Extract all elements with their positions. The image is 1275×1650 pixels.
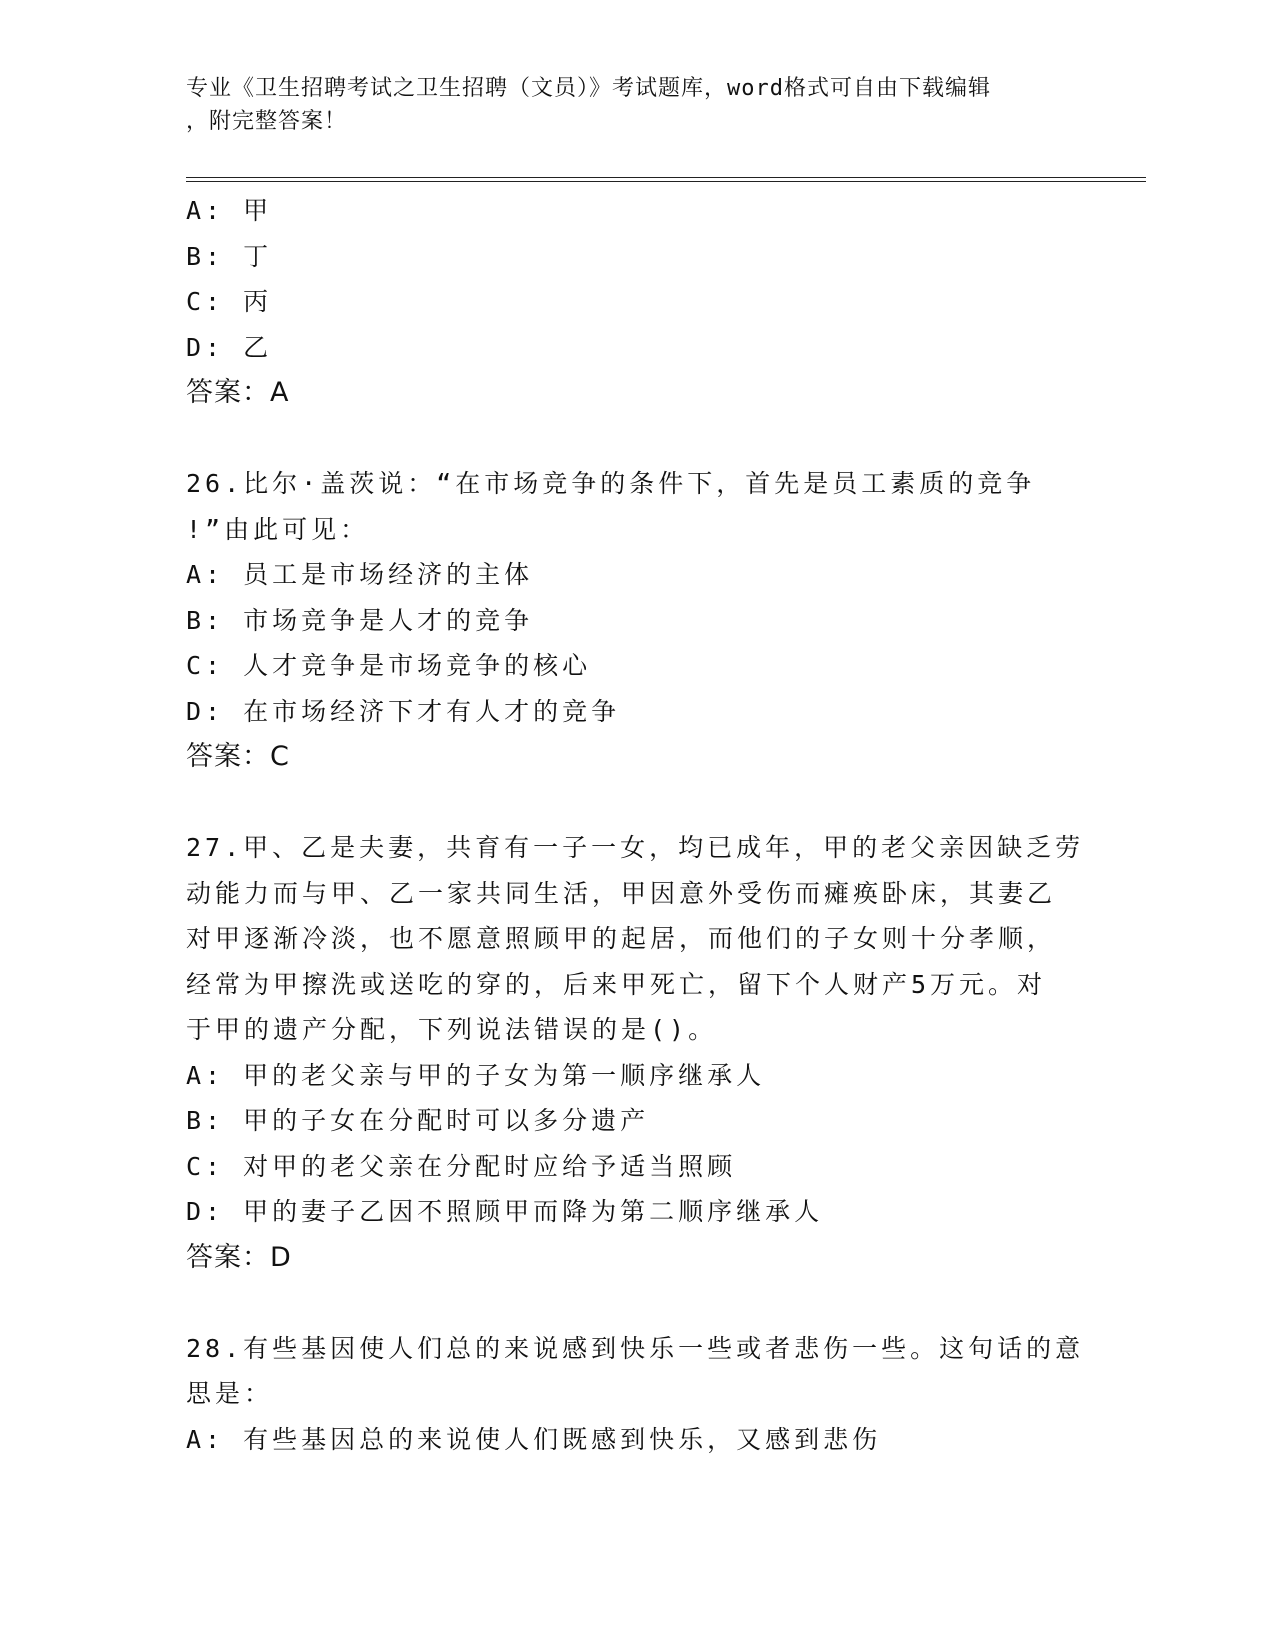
q27-stem-line-4: 经常为甲擦洗或送吃的穿的，后来甲死亡，留下个人财产5万元。对 — [186, 969, 1047, 999]
q27-option-d: D: 甲的妻子乙因不照顾甲而降为第二顺序继承人 — [186, 1197, 824, 1226]
document-header — [186, 72, 1066, 138]
q27-answer: 答案：D — [186, 1241, 292, 1273]
q25-answer: 答案：A — [186, 377, 290, 408]
q28-option-a: A: 有些基因总的来说使人们既感到快乐，又感到悲伤 — [186, 1424, 882, 1454]
q27-option-c: C: 对甲的老父亲在分配时应给予适当照顾 — [186, 1151, 737, 1181]
header-line-2: ，附完整答案！ — [186, 109, 348, 134]
q26-stem-line-1: 26.比尔·盖茨说：“在市场竞争的条件下，首先是员工素质的竞争 — [186, 469, 1036, 498]
q28-stem-line-1: 28.有些基因使人们总的来说感到快乐一些或者悲伤一些。这句话的意 — [186, 1333, 1085, 1363]
q27-stem-line-5: 于甲的遗产分配，下列说法错误的是()。 — [186, 1015, 718, 1044]
q27-option-a: A: 甲的老父亲与甲的子女为第一顺序继承人 — [186, 1060, 766, 1090]
q27-stem-line-3: 对甲逐渐冷淡，也不愿意照顾甲的起居，而他们的子女则十分孝顺， — [186, 924, 1057, 953]
question-content — [186, 188, 1086, 1462]
question-25-block — [186, 188, 1086, 416]
q26-stem-line-2: !”由此可见： — [186, 514, 370, 544]
question-26-block — [186, 461, 1086, 780]
q25-option-b: B: 丁 — [186, 241, 273, 271]
q26-answer: 答案：C — [186, 741, 290, 772]
spacer — [186, 1280, 1086, 1326]
spacer — [186, 780, 1086, 826]
q27-option-b: B: 甲的子女在分配时可以多分遗产 — [186, 1106, 650, 1135]
q25-option-a: A: 甲 — [186, 196, 273, 225]
question-27-block — [186, 825, 1086, 1280]
q25-option-c: C: 丙 — [186, 287, 273, 316]
spacer — [186, 416, 1086, 462]
question-28-block — [186, 1326, 1086, 1463]
q26-option-c: C: 人才竞争是市场竞争的核心 — [186, 651, 592, 680]
q25-option-d: D: 乙 — [186, 332, 273, 362]
q26-option-b: B: 市场竞争是人才的竞争 — [186, 605, 534, 635]
header-divider-top — [186, 177, 1146, 178]
header-divider-bottom — [186, 181, 1146, 182]
q26-option-d: D: 在市场经济下才有人才的竞争 — [186, 696, 621, 726]
header-line-1: 专业《卫生招聘考试之卫生招聘（文员）》考试题库，word格式可自由下载编辑 — [186, 76, 991, 101]
q28-stem-line-2: 思是： — [186, 1379, 274, 1408]
q27-stem-line-2: 动能力而与甲、乙一家共同生活，甲因意外受伤而瘫痪卧床，其妻乙 — [186, 878, 1057, 908]
q26-option-a: A: 员工是市场经济的主体 — [186, 560, 534, 589]
q27-stem-line-1: 27.甲、乙是夫妻，共育有一子一女，均已成年，甲的老父亲因缺乏劳 — [186, 833, 1085, 862]
